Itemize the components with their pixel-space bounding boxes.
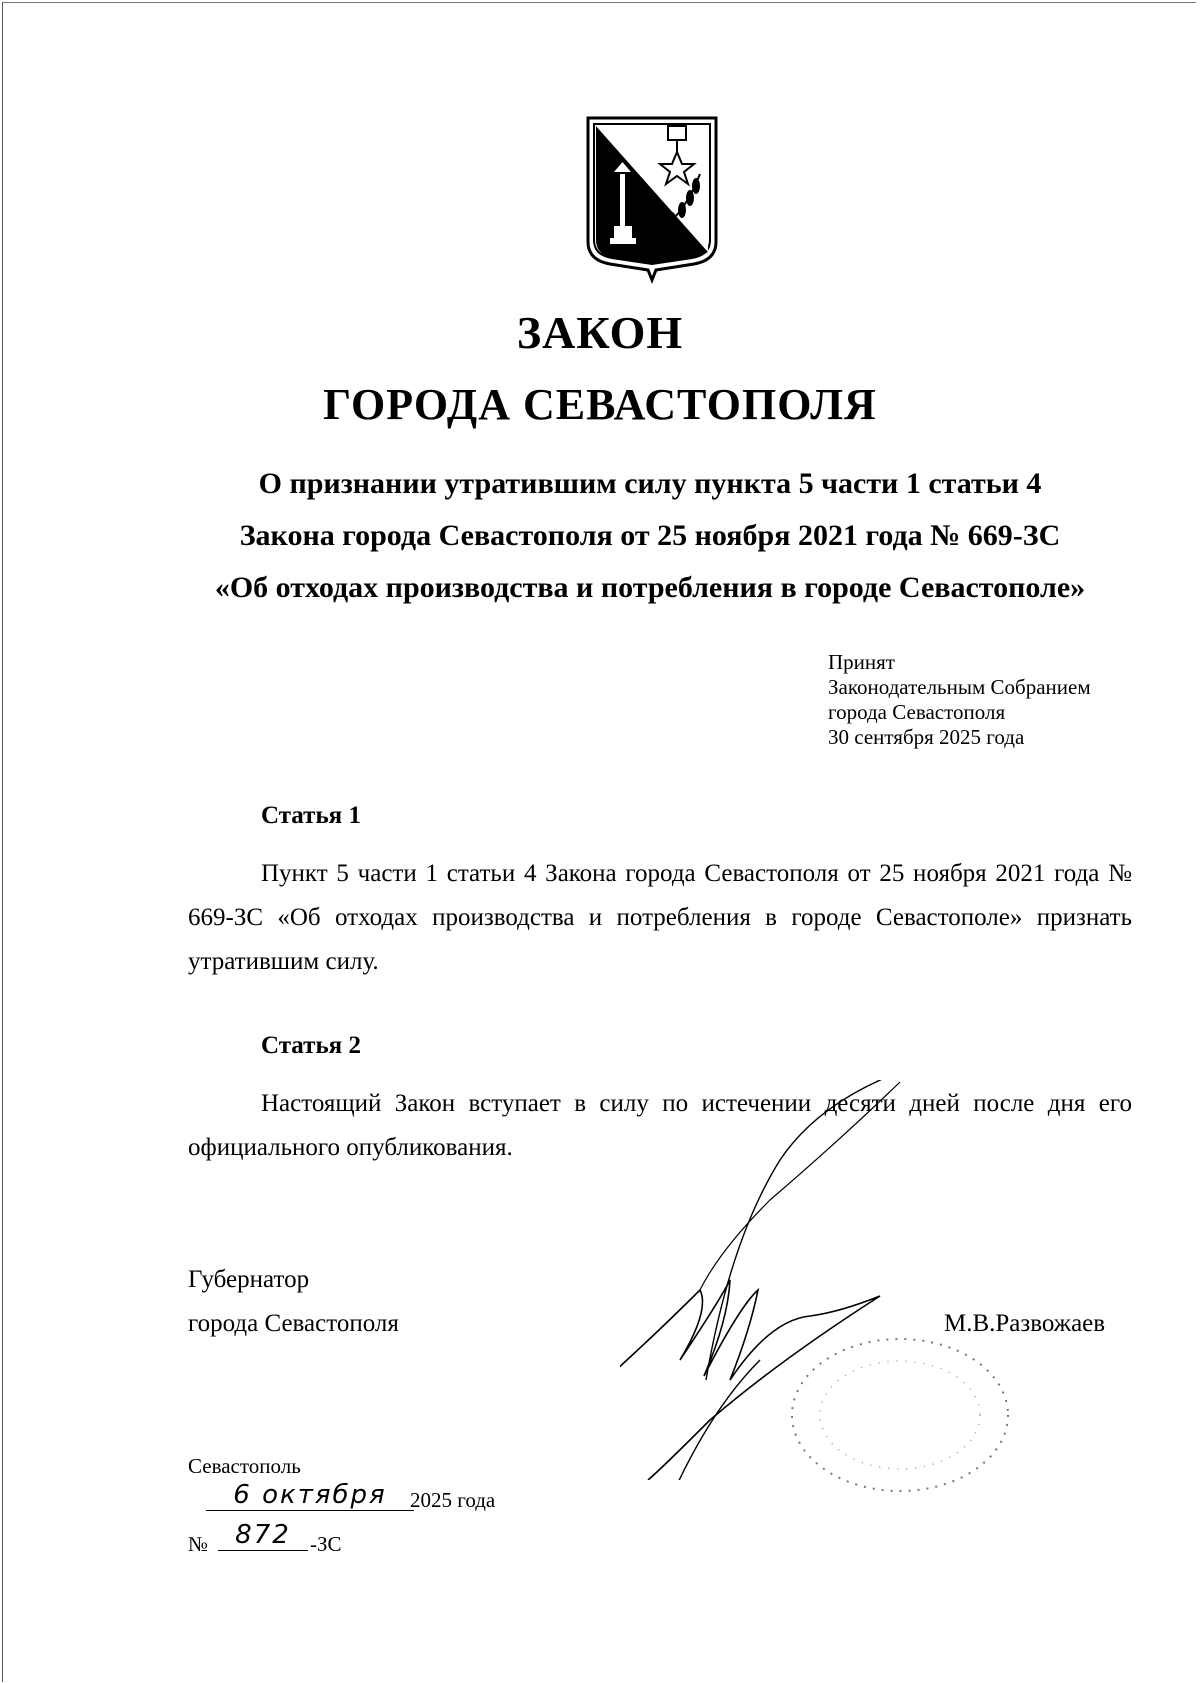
position-line: Губернатор	[188, 1266, 310, 1293]
coat-of-arms-emblem	[584, 114, 720, 286]
number-sign: №	[188, 1532, 209, 1556]
number-suffix: -ЗС	[310, 1532, 342, 1556]
subject-line: Закона города Севастополя от 25 ноября 2021 года № 669-ЗС	[239, 519, 1061, 552]
position-line: города Севастополя	[188, 1310, 399, 1337]
document-title: ЗАКОН	[516, 307, 684, 358]
signatory-position	[188, 1258, 399, 1346]
handwritten-date: 6 октября	[206, 1480, 414, 1511]
signatory-name: М.В.Развожаев	[944, 1310, 1106, 1337]
subject-line: «Об отходах производства и потребления в городе Севастополе»	[214, 571, 1086, 604]
adoption-line: Законодательным Собранием	[828, 675, 1091, 699]
adoption-line: города Севастополя	[828, 700, 1006, 724]
article-1-text: Пункт 5 части 1 статьи 4 Закона города Севастополя от 25 ноября 2021 года № 669-ЗС «Об отходах производства и потребления в городе Севастополе» признать утратившим силу.	[188, 860, 1132, 975]
law-number	[188, 1522, 428, 1558]
handwritten-number: 872	[218, 1520, 308, 1551]
adoption-info	[828, 650, 1091, 750]
article-1-title: Статья 1	[261, 802, 361, 829]
adoption-line: Принят	[828, 650, 895, 674]
signing-date	[188, 1482, 528, 1516]
article-2-text: Настоящий Закон вступает в силу по истечении десяти дней после дня его официального опубликования.	[188, 1090, 1132, 1161]
subject-line: О признании утратившим силу пункта 5 части 1 статьи 4	[258, 467, 1042, 500]
article-2-title: Статья 2	[261, 1032, 361, 1059]
document-subtitle: ГОРОДА СЕВАСТОПОЛЯ	[323, 380, 877, 429]
signing-city: Севастополь	[188, 1454, 301, 1478]
adoption-date: 30 сентября 2025 года	[828, 725, 1025, 749]
date-year: 2025 года	[410, 1488, 496, 1512]
handwritten-signature	[620, 1080, 920, 1480]
law-subject	[160, 458, 1140, 614]
